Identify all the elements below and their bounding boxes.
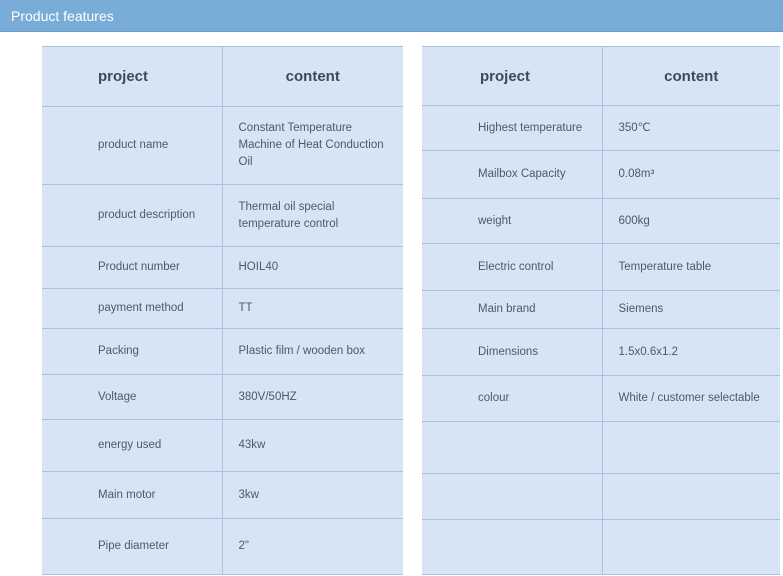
table-row [42,185,403,247]
section-title: Product features [11,7,114,24]
row-project: energy used [42,420,222,472]
spec-table-right [422,46,780,575]
row-content: 2" [222,519,403,575]
spec-table-left [42,46,403,575]
row-content: Plastic film / wooden box [222,329,403,375]
row-project [422,422,602,474]
row-project [422,474,602,520]
row-project: Main brand [422,291,602,329]
row-content: Thermal oil special temperature control [222,185,403,247]
row-content: 380V/50HZ [222,375,403,420]
table-row [422,106,780,151]
table-row [422,244,780,291]
table-row [42,289,403,329]
row-project: Main motor [42,472,222,519]
table-row [422,376,780,422]
table-row [42,247,403,289]
table-row [422,474,780,520]
row-content: 43kw [222,420,403,472]
row-project: Pipe diameter [42,519,222,575]
row-project: product name [42,107,222,185]
table-row [42,472,403,519]
row-project: Product number [42,247,222,289]
table-row [42,107,403,185]
column-header-content: content [602,47,780,106]
row-content: HOIL40 [222,247,403,289]
row-content: TT [222,289,403,329]
row-project: Dimensions [422,329,602,376]
row-content: 0.08m³ [602,151,780,199]
row-project: payment method [42,289,222,329]
column-header-project: project [422,47,602,106]
table-row [422,291,780,329]
row-project: colour [422,376,602,422]
table-row [422,329,780,376]
table-row [422,151,780,199]
row-project: Highest temperature [422,106,602,151]
row-content [602,422,780,474]
table-row [422,520,780,575]
row-content: 3kw [222,472,403,519]
table-row [42,329,403,375]
row-content [602,520,780,575]
table-row [42,375,403,420]
row-project: Mailbox Capacity [422,151,602,199]
table-header-row [42,47,403,107]
row-content: White / customer selectable [602,376,780,422]
column-header-project: project [42,47,222,107]
row-content: 1.5x0.6x1.2 [602,329,780,376]
table-row [422,199,780,244]
section-header [0,0,783,32]
row-content: Temperature table [602,244,780,291]
row-project: Packing [42,329,222,375]
column-header-content: content [222,47,403,107]
row-content: 350℃ [602,106,780,151]
row-content [602,474,780,520]
row-project: Voltage [42,375,222,420]
row-project: weight [422,199,602,244]
table-header-row [422,47,780,106]
row-content: Siemens [602,291,780,329]
table-row [422,422,780,474]
row-project: Electric control [422,244,602,291]
row-content: 600kg [602,199,780,244]
table-row [42,519,403,575]
row-project: product description [42,185,222,247]
table-row [42,420,403,472]
row-content: Constant Temperature Machine of Heat Conduction Oil [222,107,403,185]
row-project [422,520,602,575]
